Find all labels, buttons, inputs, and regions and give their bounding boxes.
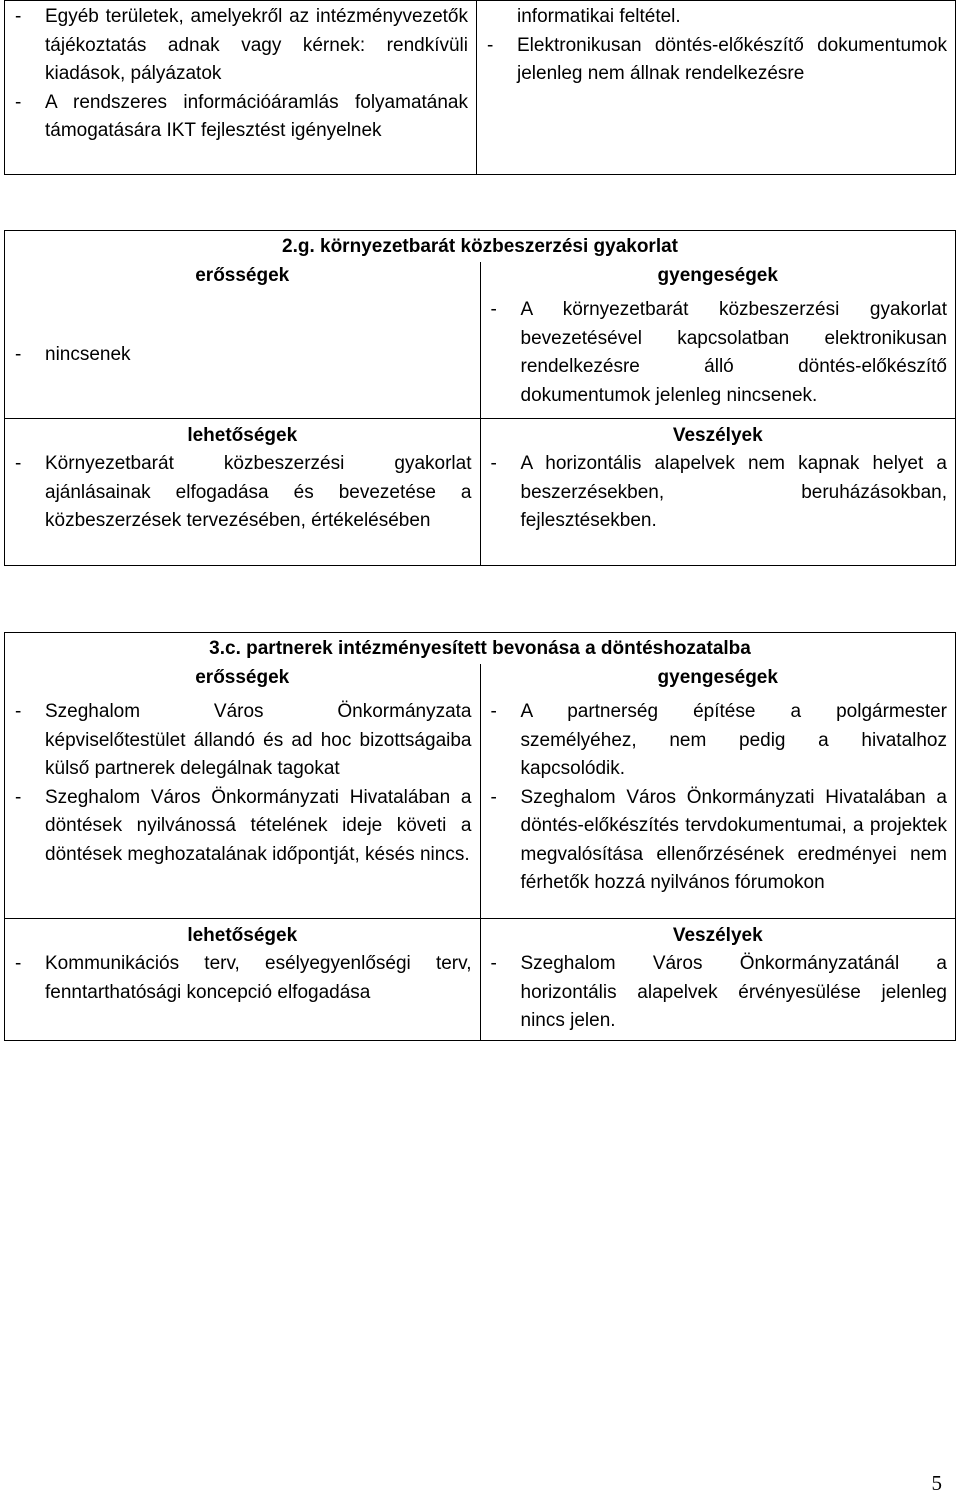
swot-table-2g bbox=[4, 230, 956, 566]
continuation-left-cell bbox=[5, 1, 477, 175]
list-item: - Szeghalom Város Önkormányzati Hivatalában a döntés-előkészítés tervdokumentumai, a projektek megvalósítása ellenőrzésének eredményei nem férhetők hozzá nyilvános fórumokon bbox=[490, 786, 947, 893]
weaknesses-cell bbox=[480, 696, 956, 918]
opportunities-cell bbox=[5, 418, 481, 565]
weaknesses-heading: gyengeségek bbox=[480, 262, 956, 295]
opportunities-heading: lehetőségek bbox=[187, 924, 298, 946]
opportunities-heading: lehetőségek bbox=[187, 424, 298, 446]
table-title: 2.g. környezetbarát közbeszerzési gyakorlat bbox=[5, 231, 956, 262]
strengths-cell bbox=[5, 294, 481, 418]
weaknesses-cell bbox=[480, 294, 956, 418]
swot-table-3c bbox=[4, 632, 956, 1041]
weaknesses-heading: gyengeségek bbox=[480, 664, 956, 697]
page-number: 5 bbox=[931, 1471, 942, 1495]
list-item: - Környezetbarát közbeszerzési gyakorlat ajánlásainak elfogadása és bevezetése a közbeszerzések tervezésében, értékelésében bbox=[15, 453, 472, 531]
continuation-right-list bbox=[485, 32, 947, 89]
threats-cell bbox=[480, 918, 956, 1040]
threats-heading: Veszélyek bbox=[672, 424, 763, 446]
table-title: 3.c. partnerek intézményesített bevonása a döntéshozatalba bbox=[5, 633, 956, 664]
list-item: - Elektronikusan döntés-előkészítő dokumentumok jelenleg nem állnak rendelkezésre bbox=[487, 34, 947, 84]
strengths-heading: erősségek bbox=[5, 664, 481, 697]
list-item: - Kommunikációs terv, esélyegyenlőségi terv, fenntarthatósági koncepció elfogadása bbox=[15, 953, 472, 1003]
list-item: - Szeghalom Város Önkormányzati Hivatalában a döntések nyilvánossá tételének ideje követi a döntések meghozatalának időpontját, késés nincs. bbox=[15, 786, 472, 865]
continuation-left-list bbox=[13, 3, 468, 146]
list-item: - A környezetbarát közbeszerzési gyakorlat bevezetésével kapcsolatban elektronikusan rendelkezésre álló döntés-előkészítő dokumentumok jelenleg nincsenek. bbox=[490, 299, 947, 406]
list-item: - nincsenek bbox=[15, 343, 131, 365]
threats-cell bbox=[480, 418, 956, 565]
list-item: - Szeghalom Város Önkormányzata képviselőtestület állandó és ad hoc bizottságaiba külső partnerek delegálnak tagokat bbox=[15, 701, 472, 779]
threats-heading: Veszélyek bbox=[672, 924, 763, 946]
list-item: - A rendszeres információáramlás folyamatának támogatására IKT fejlesztést igényelnek bbox=[15, 91, 468, 141]
list-item: - Szeghalom Város Önkormányzatánál a horizontális alapelvek érvényesülése jelenleg nincs jelen. bbox=[490, 953, 947, 1031]
continuation-table bbox=[4, 0, 956, 175]
list-item: - A horizontális alapelvek nem kapnak helyet a beszerzésekben, beruházásokban, fejlesztésekben. bbox=[490, 453, 947, 531]
strengths-heading: erősségek bbox=[5, 262, 481, 295]
continuation-lead-text: informatikai feltétel. bbox=[517, 6, 681, 27]
list-item: - Egyéb területek, amelyekről az intézményvezetők tájékoztatás adnak vagy kérnek: rendkívüli kiadások, pályázatok bbox=[15, 6, 468, 84]
opportunities-cell bbox=[5, 918, 481, 1040]
continuation-right-cell bbox=[477, 1, 956, 175]
strengths-cell bbox=[5, 696, 481, 918]
list-item: - A partnerség építése a polgármester személyéhez, nem pedig a hivatalhoz kapcsolódik. bbox=[490, 701, 947, 779]
